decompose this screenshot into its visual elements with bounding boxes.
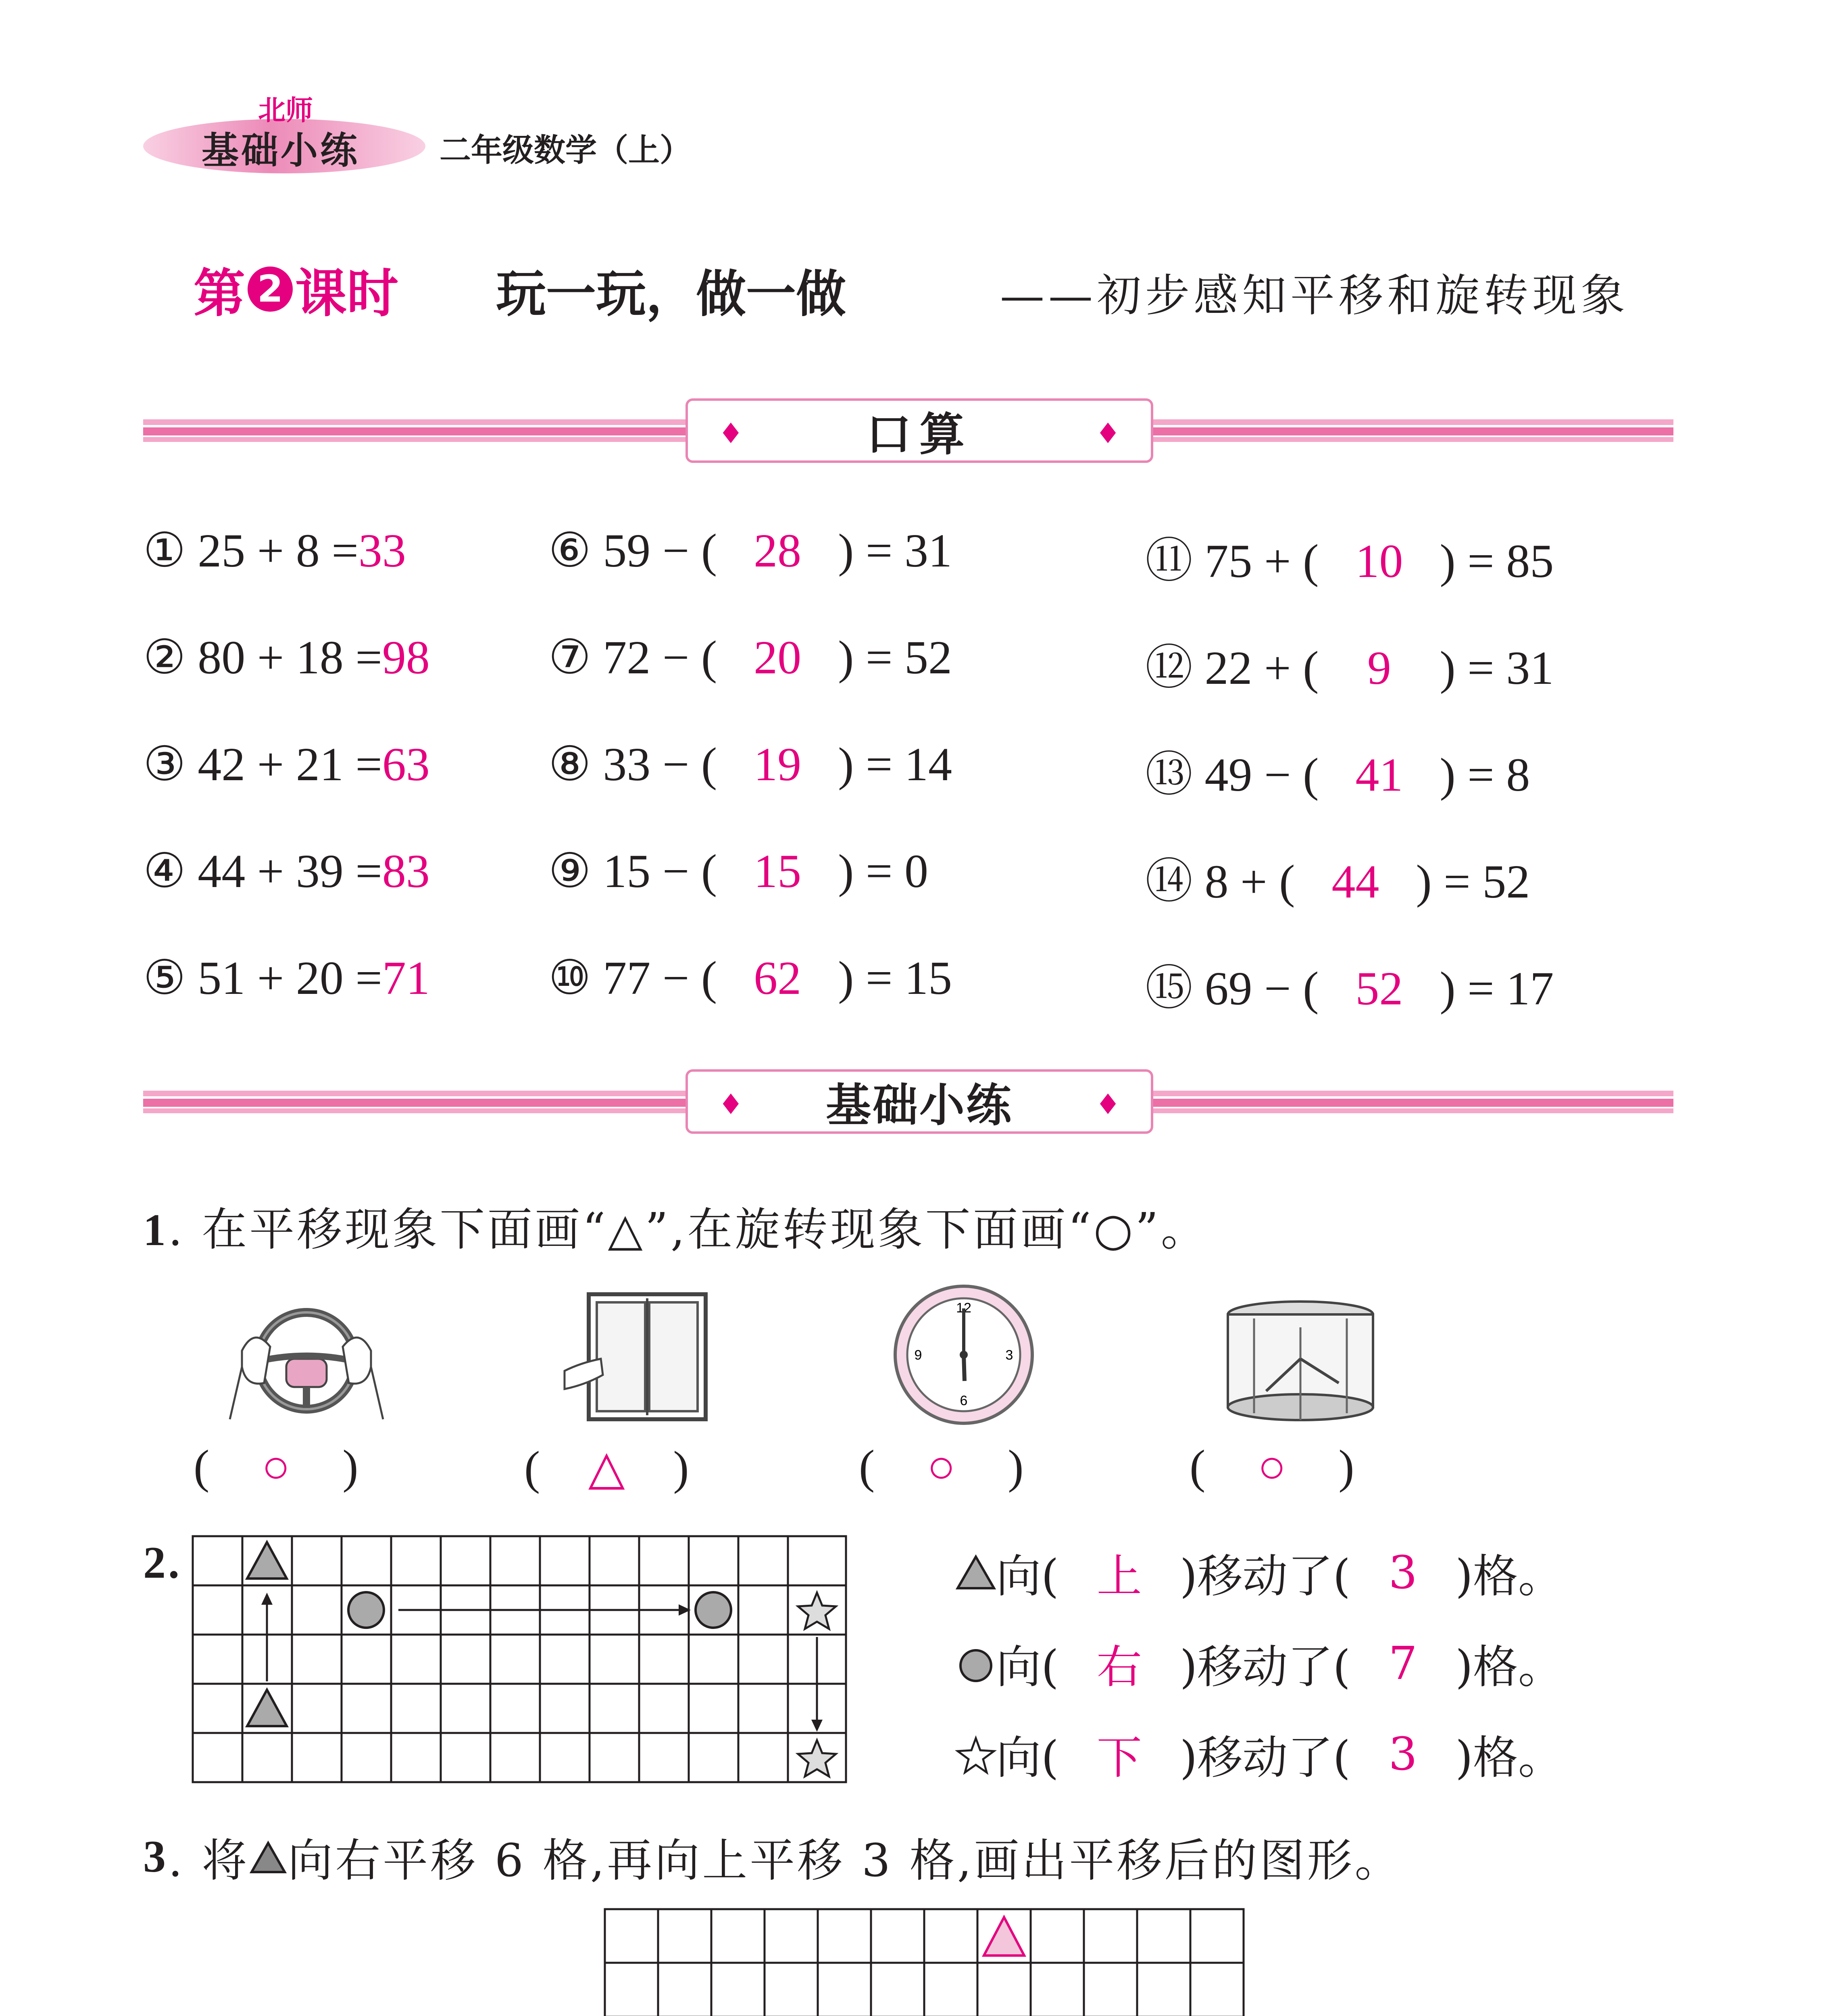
q2-line-star: 向( 下 )移动了( 3 )格。 <box>956 1722 1563 1787</box>
svg-text:6: 6 <box>960 1393 968 1408</box>
question-3-text: 3 . 将 向右平移 6 格,再向上平移 3 格,画出平移后的图形。 <box>143 1832 1402 1887</box>
star-icon <box>956 1734 996 1774</box>
brand-top-text: 北师 <box>258 95 313 127</box>
equation-item: ① 25 + 8 =33 <box>143 524 406 577</box>
equation-item: ⑩ 77 − ( 62 ) = 15 <box>548 952 952 1004</box>
diamond-icon: ♦ <box>1095 1088 1121 1121</box>
diamond-icon: ♦ <box>718 417 744 450</box>
steering-wheel-icon <box>226 1302 387 1419</box>
q2-line-circle: 向( 右 )移动了( 7 )格。 <box>956 1631 1563 1696</box>
section-banner-basic <box>685 1069 1153 1134</box>
svg-text:9: 9 <box>914 1347 922 1363</box>
lesson-prefix: 第 <box>194 264 246 324</box>
q1-answer-2: ( △ ) <box>524 1441 689 1494</box>
equation-item: ⑬ 49 − ( 41 ) = 8 <box>1145 748 1530 801</box>
equation-item: ⑪ 75 + ( 10 ) = 85 <box>1145 535 1554 587</box>
sliding-window-icon <box>565 1290 710 1423</box>
grade-label: 二年级数学（上） <box>440 132 692 169</box>
equation-item: ⑤ 51 + 20 =71 <box>143 952 430 1004</box>
svg-text:12: 12 <box>956 1300 971 1316</box>
clock-icon <box>891 1282 1036 1427</box>
diamond-icon: ♦ <box>1095 417 1121 450</box>
lesson-subtitle: ——初步感知平移和旋转现象 <box>1000 270 1629 321</box>
equation-item: ⑧ 33 − ( 19 ) = 14 <box>548 738 952 791</box>
triangle-icon <box>956 1553 996 1593</box>
q2-line-triangle: 向( 上 )移动了( 3 )格。 <box>956 1540 1563 1605</box>
triangle-icon <box>249 1839 288 1875</box>
section-title: 口算 <box>866 408 973 461</box>
equation-item: ⑮ 69 − ( 52 ) = 17 <box>1145 962 1554 1015</box>
equation-item: ⑭ 8 + ( 44 ) = 52 <box>1145 855 1530 908</box>
brand-main-text: 基础小练 <box>202 129 360 172</box>
lesson-suffix: 课时 <box>295 264 399 324</box>
equation-item: ④ 44 + 39 =83 <box>143 845 430 898</box>
section-banner-mental-math <box>685 398 1153 463</box>
question-1-text: 1. 在平移现象下面画“△”,在旋转现象下面画“○”。 <box>143 1204 1208 1256</box>
question-2-number: 2. <box>143 1538 182 1588</box>
lesson-number-badge: 2 <box>248 267 293 312</box>
q1-answer-1: ( ○ ) <box>194 1440 358 1493</box>
lesson-title: 玩一玩，做一做 <box>496 265 846 323</box>
q1-answer-3: ( ○ ) <box>859 1440 1024 1493</box>
section-title: 基础小练 <box>826 1079 1013 1132</box>
svg-text:3: 3 <box>1005 1347 1013 1363</box>
diamond-icon: ♦ <box>718 1088 744 1121</box>
q1-answer-4: ( ○ ) <box>1190 1440 1354 1493</box>
equation-item: ③ 42 + 21 =63 <box>143 738 430 791</box>
q2-grid <box>193 1536 850 1785</box>
equation-item: ⑦ 72 − ( 20 ) = 52 <box>548 631 952 684</box>
lesson-label <box>194 252 398 326</box>
equation-item: ⑫ 22 + ( 9 ) = 31 <box>1145 641 1554 694</box>
equation-item: ② 80 + 18 =98 <box>143 631 430 684</box>
revolving-door-icon <box>1222 1298 1379 1423</box>
equation-item: ⑨ 15 − ( 15 ) = 0 <box>548 845 928 898</box>
q3-grid <box>605 1909 1246 2016</box>
equation-item: ⑥ 59 − ( 28 ) = 31 <box>548 524 952 577</box>
circle-icon <box>956 1643 996 1684</box>
